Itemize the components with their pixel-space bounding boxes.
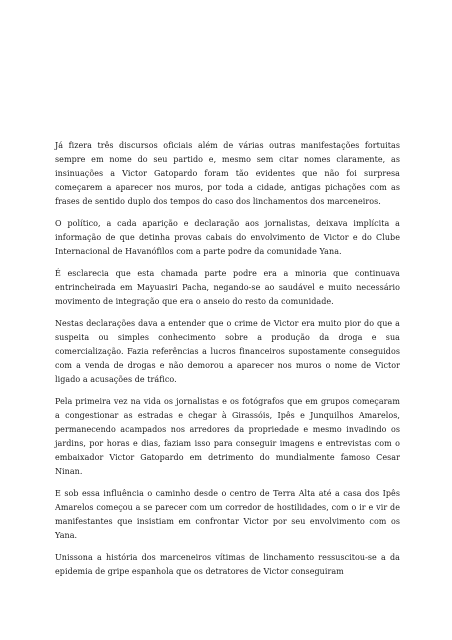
paragraph-7: Unissona a história dos marceneiros vítimas de linchamento ressuscitou-se a da epidemia de gripe espanhola que os detratores de Victor conseguiram: [55, 553, 400, 576]
paragraph-1: Já fizera três discursos oficiais além de várias outras manifestações fortuitas sempre em nome do seu partido e, mesmo sem citar nomes claramente, as insinuações a Victor Gatopardo foram tão evidentes que não foi surpresa começarem a aparecer nos muros, por toda a cidade, antigas pichações com as frases de sentido duplo dos tempos do caso dos linchamentos dos marceneiros.: [55, 141, 400, 206]
body-text: [55, 139, 400, 587]
paragraph-5: Pela primeira vez na vida os jornalistas e os fotógrafos que em grupos começaram a congestionar as estradas e chegar à Girassóis, Ipês e Junquilhos Amarelos, permanecendo acampados nos arredores da propriedade e mesmo invadindo os jardins, por horas e dias, faziam isso para conseguir imagens e entrevistas com o embaixador Victor Gatopardo em detrimento do mundialmente famoso Cesar Ninan.: [55, 397, 400, 476]
paragraph-3: É esclarecia que esta chamada parte podre era a minoria que continuava entrincheirada em Mayuasiri Pacha, negando-se ao saudável e muito necessário movimento de integração que era o anseio do resto da comunidade.: [55, 269, 400, 306]
paragraph-6: E sob essa influência o caminho desde o centro de Terra Alta até a casa dos Ipês Amarelos começou a se parecer com um corredor de hostilidades, com o ir e vir de manifestantes que insistiam em confrontar Victor por seu envolvimento com os Yana.: [55, 489, 400, 540]
paragraph-4: Nestas declarações dava a entender que o crime de Victor era muito pior do que a suspeita ou simples conhecimento sobre a produção da droga e sua comercialização. Fazia referências a lucros financeiros supostamente conseguidos com a venda de drogas e não demorou a aparecer nos muros o nome de Victor ligado a acusações de tráfico.: [55, 319, 400, 384]
paragraph-2: O político, a cada aparição e declaração aos jornalistas, deixava implícita a informação de que detinha provas cabais do envolvimento de Victor e do Clube Internacional de Havanófilos com a parte podre da comunidade Yana.: [55, 219, 400, 256]
